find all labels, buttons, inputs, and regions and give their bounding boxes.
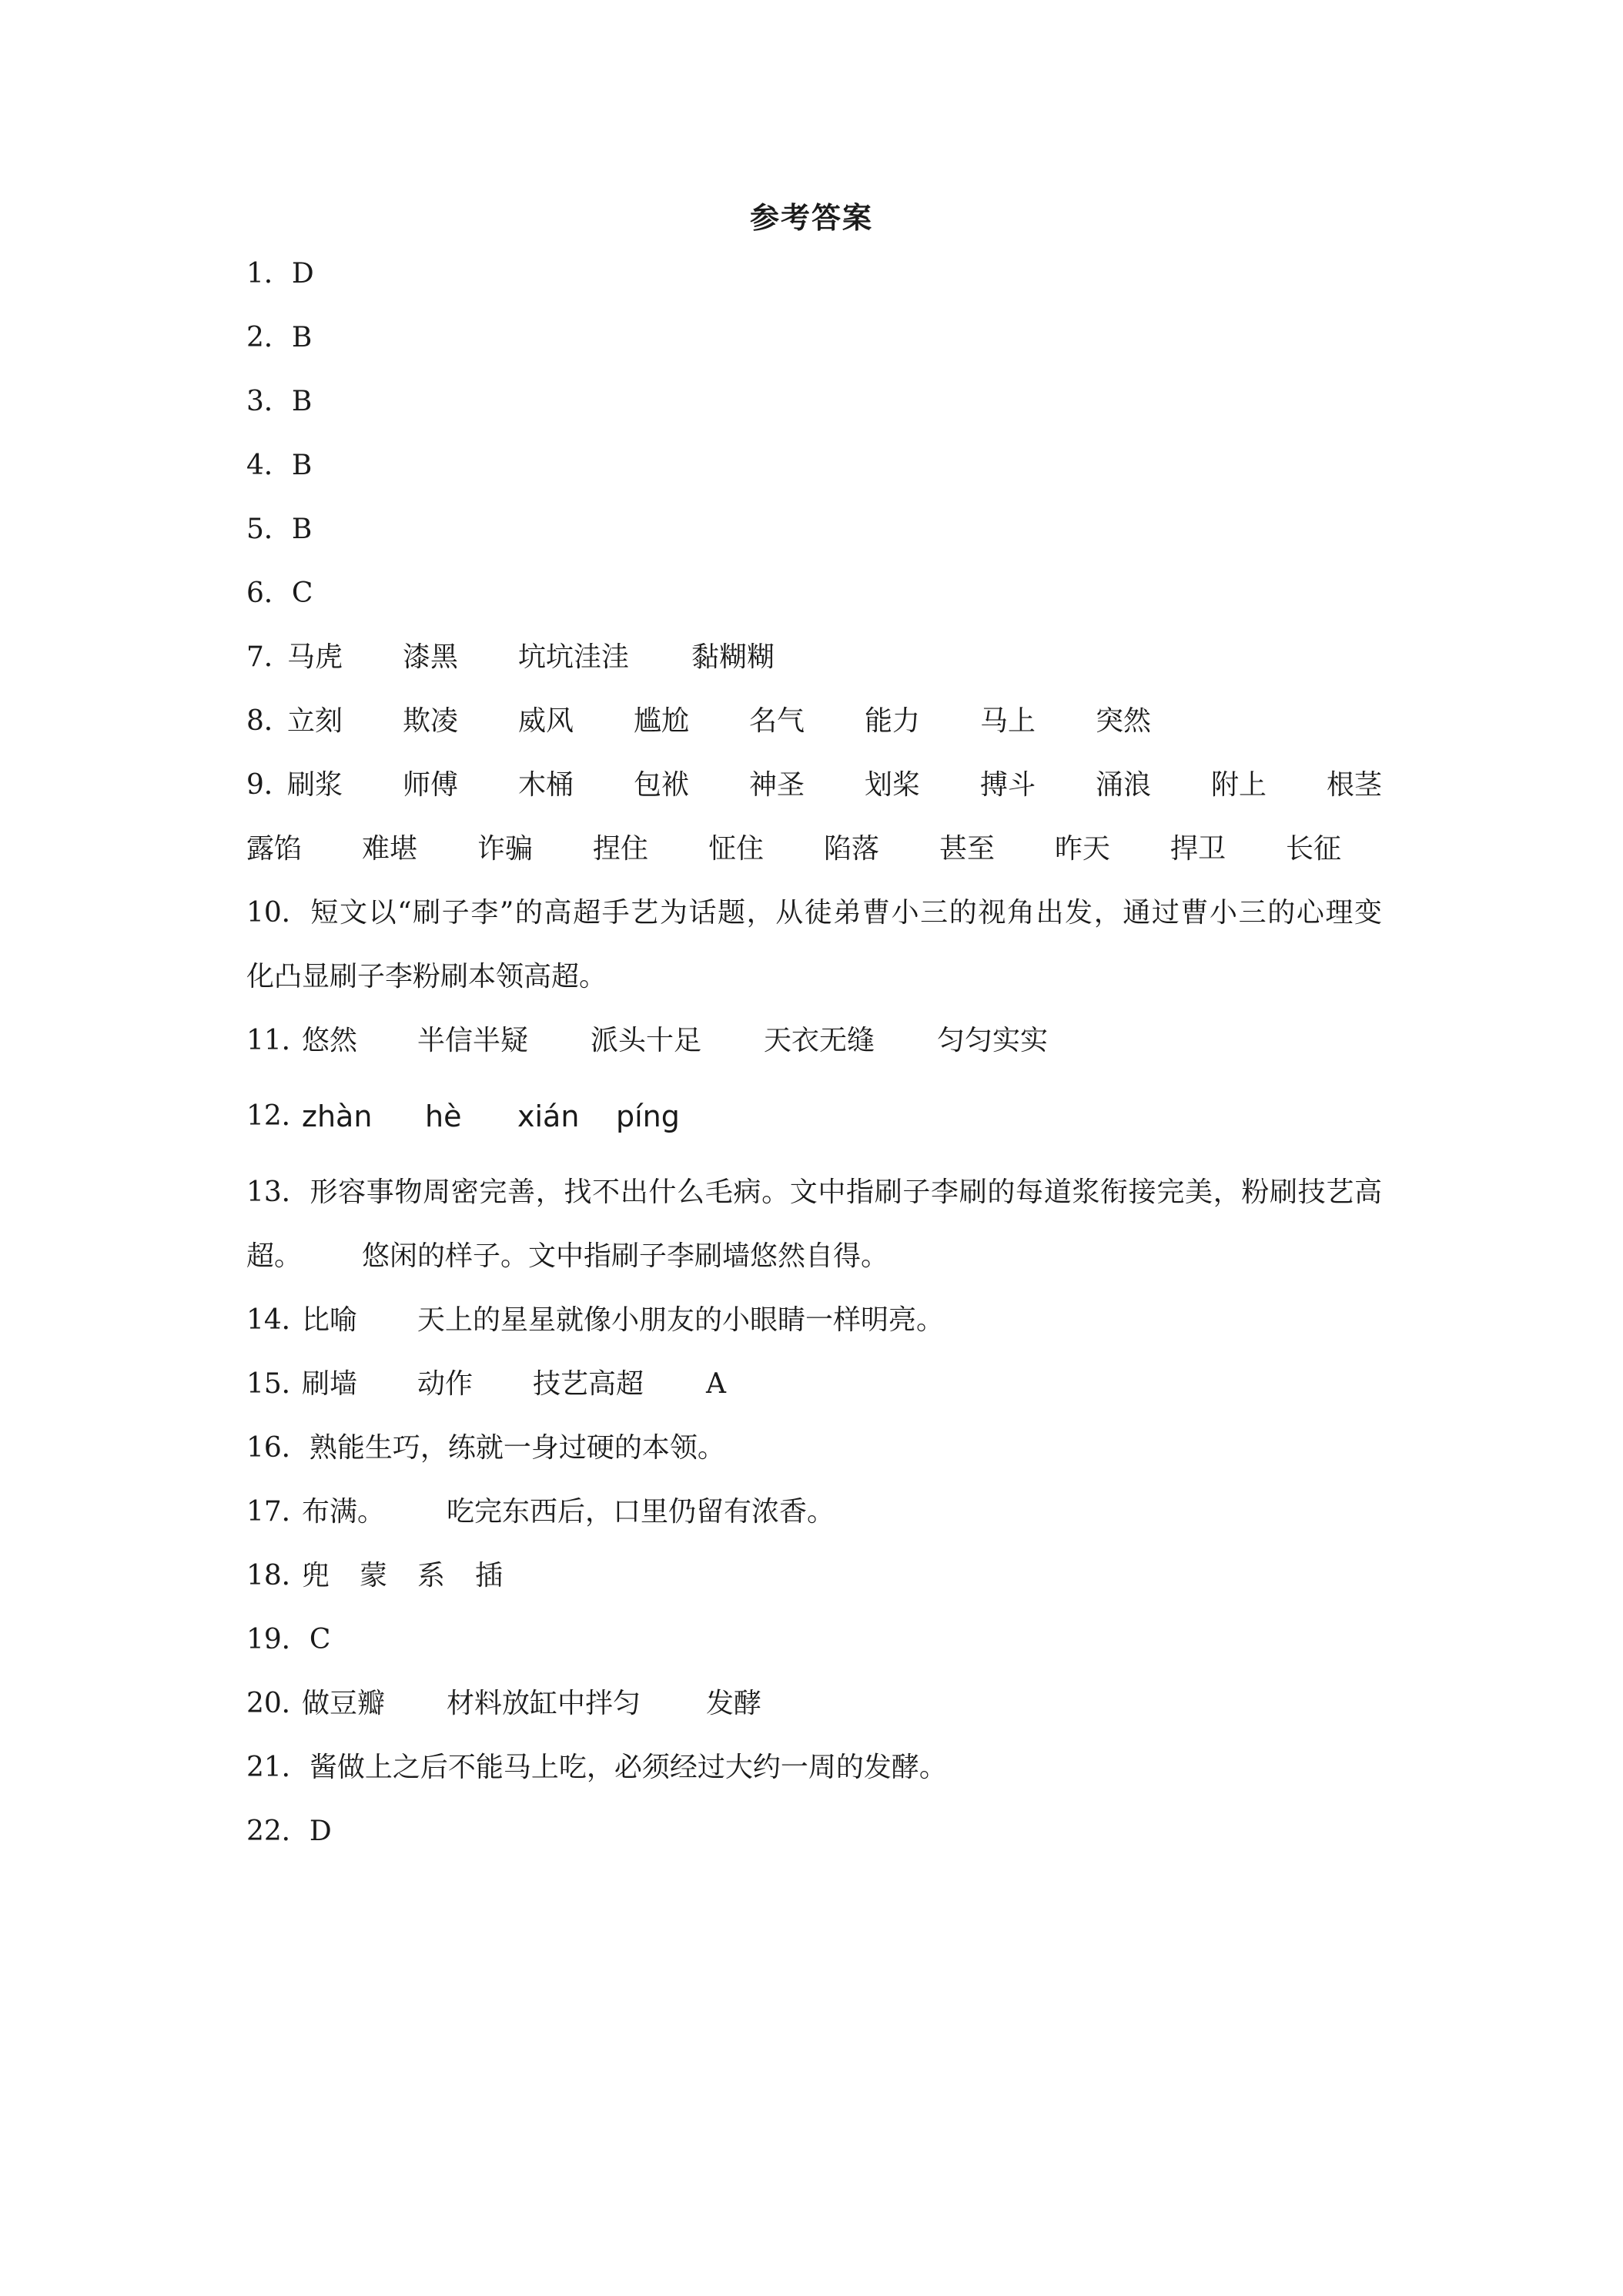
answer-term: 神圣: [749, 769, 805, 801]
answer-term: 欺凌: [403, 705, 459, 737]
answer-term: 诈骗: [477, 833, 534, 865]
answer-text: 超。: [246, 1240, 303, 1272]
answer-text: 形容事物周密完善，找不出什么毛病。文中指刷子李刷的每道浆衔接完美，粉刷技艺高: [309, 1176, 1382, 1208]
answer-term: 根茎: [1327, 769, 1383, 801]
answer-17: [246, 1493, 835, 1531]
answer-term: 搏斗: [980, 769, 1036, 801]
answer-3: [246, 383, 312, 421]
question-number: 9．: [246, 769, 292, 801]
question-number: 14．: [246, 1304, 310, 1336]
answer-text: 熟能生巧，练就一身过硬的本领。: [309, 1432, 725, 1464]
pinyin-term: zhàn: [302, 1099, 373, 1133]
answer-term: 马上: [980, 705, 1036, 737]
answer-term: 露馅: [246, 833, 303, 865]
question-number: 17．: [246, 1496, 310, 1528]
answer-term: 甚至: [939, 833, 996, 865]
answer-text: D: [291, 258, 314, 290]
answer-term: 陷落: [824, 833, 880, 865]
answer-13: [246, 1173, 1382, 1212]
answer-term: 昨天: [1055, 833, 1111, 865]
question-number: 15．: [246, 1368, 310, 1400]
answer-18: [246, 1557, 504, 1595]
answer-term: 师傅: [403, 769, 459, 801]
page-title: 参考答案: [749, 200, 873, 235]
answer-term: 能力: [865, 705, 921, 737]
answer-term: 比喻: [302, 1304, 358, 1336]
answer-term: 刷浆: [287, 769, 343, 801]
answer-term: 兜: [302, 1560, 330, 1591]
answer-9: [246, 766, 1383, 805]
answer-term: 难堪: [362, 833, 418, 865]
answer-8: [246, 702, 1152, 741]
pinyin-term: xián: [517, 1099, 580, 1133]
pinyin-term: píng: [616, 1099, 680, 1133]
question-number: 18．: [246, 1560, 310, 1591]
answer-term: 怔住: [708, 833, 765, 865]
answer-term: 天衣无缝: [764, 1025, 875, 1056]
answer-term: 威风: [518, 705, 574, 737]
answer-4: [246, 447, 312, 485]
answer-text: 悠闲的样子。文中指刷子李刷墙悠然自得。: [362, 1240, 889, 1272]
answer-text: 酱做上之后不能马上吃，必须经过大约一周的发酵。: [309, 1752, 947, 1783]
answer-text: 化凸显刷子李粉刷本领高超。: [246, 961, 607, 992]
answer-term: 划桨: [865, 769, 921, 801]
answer-term: 突然: [1096, 705, 1152, 737]
question-number: 22．: [246, 1816, 310, 1847]
answer-15: [246, 1365, 726, 1404]
answer-term: 马虎: [287, 641, 343, 673]
answer-term: 刷墙: [302, 1368, 358, 1400]
answer-19: [246, 1621, 330, 1659]
answer-text: 短文以“刷子李”的高超手艺为话题，从徒弟曹小三的视角出发，通过曹小三的心理变: [309, 897, 1382, 929]
answer-term: 动作: [417, 1368, 474, 1400]
answer-16: [246, 1429, 725, 1468]
answer-14: [246, 1301, 945, 1340]
answer-text: B: [291, 386, 313, 417]
answer-11: [246, 1022, 1049, 1060]
question-number: 4．: [246, 450, 292, 481]
question-number: 3．: [246, 386, 292, 417]
answer-term: 材料放缸中拌匀: [447, 1688, 641, 1719]
answer-text: B: [291, 450, 313, 481]
question-number: 21．: [246, 1752, 310, 1783]
answer-12: [246, 1097, 680, 1136]
question-number: 2．: [246, 322, 292, 353]
answer-text: C: [309, 1624, 331, 1655]
answer-term: 技艺高超: [533, 1368, 644, 1400]
answer-term: 匀匀实实: [937, 1025, 1049, 1056]
answer-term: 悠然: [302, 1025, 358, 1056]
answer-term: 捏住: [593, 833, 649, 865]
question-number: 8．: [246, 705, 292, 737]
answer-22: [246, 1812, 332, 1851]
answer-text: B: [291, 514, 313, 545]
answer-term: 涌浪: [1096, 769, 1152, 801]
question-number: 19．: [246, 1624, 310, 1655]
answer-term: A: [706, 1368, 726, 1400]
question-number: 1．: [246, 258, 292, 290]
answer-term: 插: [475, 1560, 504, 1591]
pinyin-term: hè: [425, 1099, 462, 1133]
answer-term: 包袱: [634, 769, 690, 801]
answer-6: [246, 574, 313, 613]
question-number: 11．: [246, 1025, 310, 1056]
answer-term: 发酵: [706, 1688, 762, 1719]
question-number: 16．: [246, 1432, 310, 1464]
answer-term: 蒙: [360, 1560, 388, 1591]
answer-text: D: [309, 1816, 332, 1847]
answer-term: 附上: [1211, 769, 1267, 801]
question-number: 13．: [246, 1176, 310, 1208]
question-number: 12．: [246, 1100, 310, 1132]
question-number: 20．: [246, 1688, 310, 1719]
answer-term: 捍卫: [1170, 833, 1226, 865]
answer-13-continued: [246, 1237, 889, 1276]
question-number: 7．: [246, 641, 292, 673]
answer-2: [246, 319, 312, 357]
answer-term: 漆黑: [403, 641, 459, 673]
answer-term: 立刻: [287, 705, 343, 737]
question-number: 10．: [246, 897, 310, 929]
question-number: 5．: [246, 514, 292, 545]
answer-term: 黏糊糊: [691, 641, 775, 673]
answer-10: [246, 894, 1382, 932]
answer-term: 天上的星星就像小朋友的小眼睛一样明亮。: [417, 1304, 945, 1336]
answer-7: [246, 638, 775, 677]
answer-term: 吃完东西后，口里仍留有浓香。: [447, 1496, 835, 1528]
answer-1: [246, 255, 314, 293]
answer-term: 坑坑洼洼: [518, 641, 630, 673]
answer-term: 派头十足: [591, 1025, 702, 1056]
answer-term: 尴尬: [634, 705, 690, 737]
answer-term: 长征: [1286, 833, 1342, 865]
answer-term: 系: [417, 1560, 446, 1591]
answer-term: 木桶: [518, 769, 574, 801]
answer-term: 半信半疑: [417, 1025, 529, 1056]
answer-21: [246, 1749, 947, 1787]
answer-10-continued: [246, 958, 607, 996]
answer-text: B: [291, 322, 313, 353]
answer-20: [246, 1685, 762, 1723]
answer-text: C: [291, 577, 313, 609]
answer-5: [246, 510, 312, 549]
answer-term: 做豆瓣: [302, 1688, 386, 1719]
question-number: 6．: [246, 577, 292, 609]
answer-term: 布满。: [302, 1496, 386, 1528]
answer-term: 名气: [749, 705, 805, 737]
